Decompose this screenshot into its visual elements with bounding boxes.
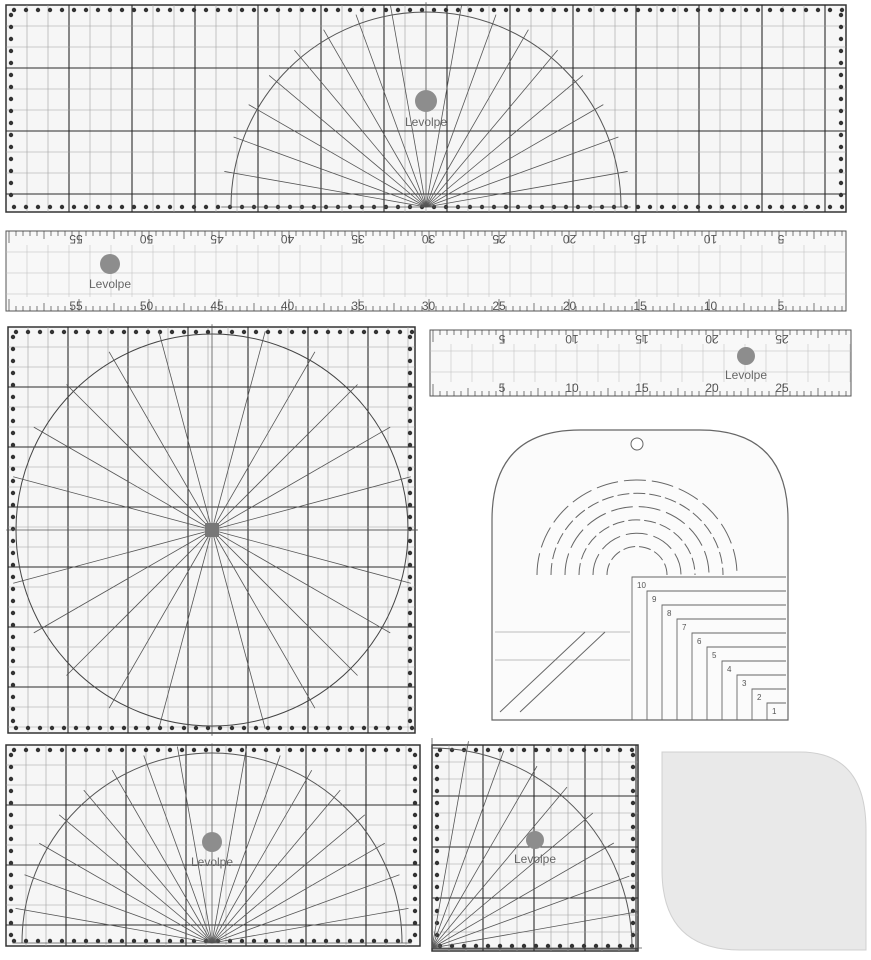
step-label: 10: [637, 581, 646, 590]
logo-disc: [202, 832, 222, 852]
scale-number: 5: [498, 381, 506, 395]
scale-number: 25: [492, 232, 506, 246]
scale-number: 15: [635, 381, 649, 395]
scale-number: 25: [492, 299, 506, 313]
step-label: 4: [727, 665, 732, 674]
logo-disc: [100, 254, 120, 274]
plastic-scraper: [662, 752, 866, 950]
brand-label: Levolpe: [724, 368, 768, 382]
scale-number: 20: [562, 232, 577, 246]
scale-number: 15: [635, 332, 649, 346]
brand-label: Levolpe: [513, 852, 557, 866]
scale-number: 35: [351, 232, 365, 246]
step-label: 7: [682, 623, 687, 632]
scale-number: 25: [775, 332, 789, 346]
scale-number: 50: [139, 299, 154, 313]
logo-disc: [737, 347, 755, 365]
scale-number: 45: [210, 232, 224, 246]
scale-number: 25: [775, 381, 789, 395]
scale-number: 20: [705, 381, 719, 395]
step-label: 5: [712, 651, 717, 660]
scale-number: 50: [139, 232, 154, 246]
scale-number: 30: [421, 299, 436, 313]
long-straight-ruler: [6, 231, 846, 313]
brand-label: Levolpe: [190, 855, 234, 869]
scale-number: 40: [280, 232, 295, 246]
scale-number: 15: [633, 232, 647, 246]
scale-number: 55: [69, 232, 83, 246]
scale-number: 10: [703, 232, 718, 246]
brand-label: Levolpe: [404, 115, 448, 129]
step-label: 2: [757, 693, 762, 702]
rectangular-ruler-medium: [6, 744, 420, 947]
scale-number: 40: [280, 299, 295, 313]
step-label: 8: [667, 609, 672, 618]
brand-label: Levolpe: [88, 277, 132, 291]
scale-number: 10: [565, 332, 579, 346]
scale-number: 20: [705, 332, 719, 346]
scale-number: 20: [562, 299, 577, 313]
step-label: 1: [772, 707, 777, 716]
scale-number: 30: [421, 232, 436, 246]
rectangular-ruler-small: [432, 738, 642, 951]
scale-number: 10: [565, 381, 579, 395]
step-label: 9: [652, 595, 657, 604]
logo-disc: [526, 831, 544, 849]
scale-number: 45: [210, 299, 224, 313]
scale-number: 35: [351, 299, 365, 313]
rectangular-ruler-large: [6, 2, 846, 212]
logo-disc: [415, 90, 437, 112]
square-ruler: [6, 324, 418, 736]
scale-number: 5: [777, 299, 785, 313]
scale-number: 5: [498, 332, 506, 346]
scale-number: 55: [69, 299, 83, 313]
short-straight-ruler: [430, 330, 851, 396]
scale-number: 10: [703, 299, 718, 313]
scale-number: 5: [777, 232, 785, 246]
step-label: 3: [742, 679, 747, 688]
scale-number: 15: [633, 299, 647, 313]
step-label: 6: [697, 637, 702, 646]
curve-template: [492, 430, 788, 720]
